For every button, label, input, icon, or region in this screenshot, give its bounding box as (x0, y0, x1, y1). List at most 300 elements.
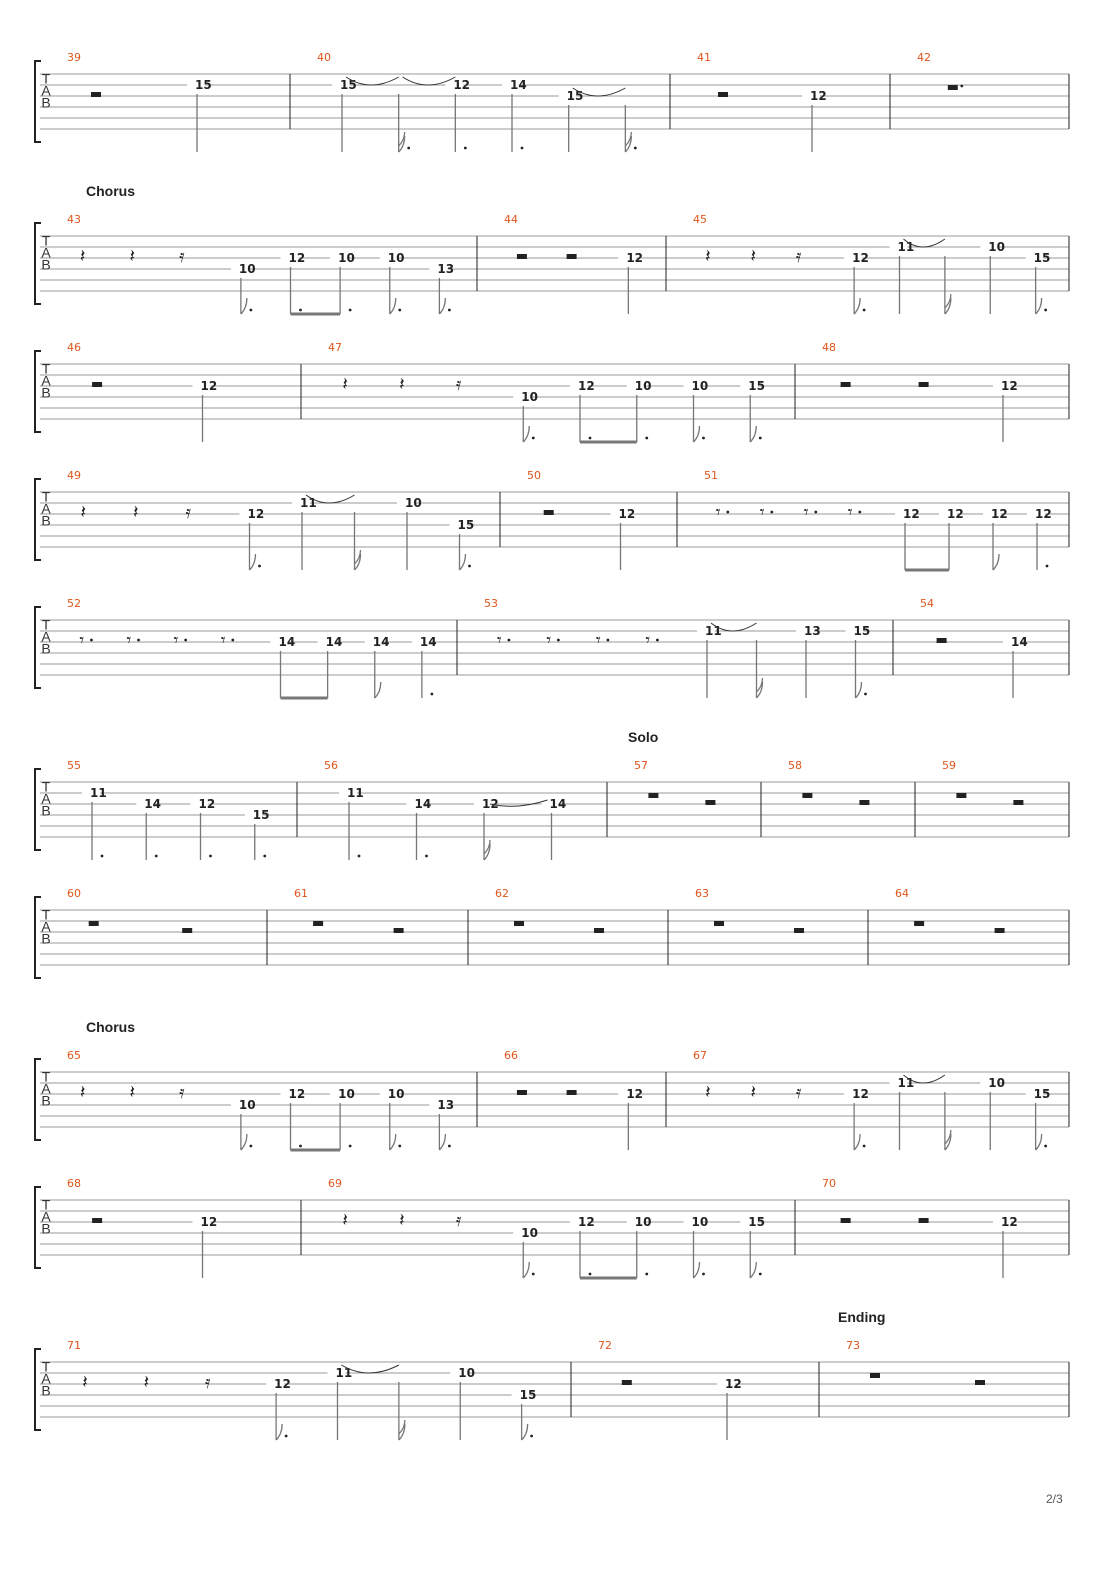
fret-number: 12 (626, 251, 644, 265)
half-rest (975, 1380, 985, 1385)
half-rest (859, 800, 869, 805)
tab-clef-letter: T (41, 1358, 51, 1375)
measure (67, 597, 437, 698)
tab-note (980, 240, 1005, 314)
tab-note (292, 496, 317, 570)
whole-rest (514, 921, 524, 926)
measure-number: 64 (895, 887, 909, 900)
system-bracket (35, 1187, 41, 1268)
note-dot (299, 309, 302, 312)
tab-note (512, 1388, 537, 1440)
tab-note (281, 1087, 306, 1150)
rest-block (1013, 800, 1023, 805)
fret-number: 12 (947, 507, 964, 521)
note-flag (694, 426, 700, 442)
quarter-rest: 𝄽 (133, 502, 139, 523)
tab-clef-letter: A (41, 918, 51, 935)
tab-note (846, 624, 871, 698)
quarter-rest: 𝄽 (399, 1210, 405, 1231)
fret-number: 15 (340, 78, 357, 92)
tab-note (328, 1366, 353, 1440)
fret-number: 14 (1011, 635, 1028, 649)
rest-dot (137, 639, 140, 642)
half-rest (995, 928, 1005, 933)
fret-number: 10 (338, 1087, 355, 1101)
measure-number: 66 (504, 1049, 518, 1062)
tab-note (266, 1377, 291, 1440)
tab-system (35, 469, 1069, 570)
half-rest (705, 800, 715, 805)
note-flag (460, 554, 466, 570)
sixteenth-rest: 𝄿 (455, 374, 462, 395)
fret-number: 12 (810, 89, 827, 103)
eighth-dot-rest: 𝄾 (220, 630, 226, 651)
fret-number: 14 (325, 635, 343, 649)
note-flag (854, 298, 860, 314)
tab-note (717, 1377, 742, 1440)
tab-clef-letter: B (41, 1220, 51, 1237)
tab-note (844, 251, 869, 314)
rest-dot (557, 639, 560, 642)
fret-number: 10 (387, 1087, 405, 1101)
note-dot (702, 1273, 705, 1276)
measure (67, 759, 269, 860)
note-dot (263, 855, 266, 858)
measure-number: 51 (704, 469, 718, 482)
tab-note (191, 797, 216, 860)
note-dot (285, 1435, 288, 1438)
note-flag (439, 298, 445, 314)
tab-clef-letter: T (41, 360, 51, 377)
rest-dot (960, 85, 963, 88)
quarter-rest: 𝄽 (705, 246, 711, 267)
fret-number: 10 (988, 240, 1005, 254)
tab-note (513, 390, 538, 442)
measure-number: 70 (822, 1177, 836, 1190)
tab-note (993, 379, 1018, 442)
tab-note (983, 507, 1008, 570)
measure (693, 213, 1050, 314)
tab-note (245, 808, 270, 860)
fret-number: 15 (252, 808, 270, 822)
rest-dot (656, 639, 659, 642)
fret-number: 12 (1001, 379, 1018, 393)
measure-number: 42 (917, 51, 931, 64)
tab-clef-letter: A (41, 82, 51, 99)
quarter-rest: 𝄽 (129, 1082, 136, 1103)
sixteenth-rest: 𝄿 (795, 1082, 802, 1103)
measure-number: 58 (788, 759, 802, 772)
fret-number: 10 (387, 251, 405, 265)
eighth-dot-rest: 𝄾 (173, 630, 179, 651)
fret-number: 12 (200, 1215, 218, 1229)
fret-number: 10 (238, 262, 256, 276)
rest-block (705, 800, 715, 805)
note-dot (532, 437, 535, 440)
fret-number: 11 (897, 1076, 915, 1090)
section-label: Ending (838, 1309, 886, 1325)
quarter-rest: 𝄽 (750, 246, 756, 267)
rest-block (802, 793, 812, 798)
half-rest (594, 928, 604, 933)
measure-number: 39 (67, 51, 81, 64)
note-dot (468, 565, 471, 568)
measure (67, 1049, 454, 1150)
dotted-whole-rest (948, 85, 963, 90)
measure (328, 1177, 765, 1278)
tab-system (35, 597, 1069, 698)
tab-clef-letter: B (41, 802, 51, 819)
quarter-rest: 𝄽 (143, 1372, 150, 1393)
tab-note (1026, 1087, 1051, 1150)
note-dot (448, 1145, 451, 1148)
measure-number: 45 (693, 213, 707, 226)
fret-number: 10 (405, 496, 422, 510)
rest-block (975, 1380, 985, 1385)
tab-clef-letter: A (41, 1080, 51, 1097)
rest-block (91, 92, 101, 97)
measure (598, 1339, 742, 1440)
half-rest (544, 510, 554, 515)
fret-number: 10 (691, 1215, 709, 1229)
sixteenth-rest: 𝄿 (795, 246, 802, 267)
sixteenth-rest: 𝄿 (455, 1210, 462, 1231)
fret-number: 15 (748, 1215, 765, 1229)
note-dot (589, 1273, 592, 1276)
half-rest (91, 92, 101, 97)
fret-number: 15 (1033, 251, 1051, 265)
fret-number: 12 (453, 78, 471, 92)
fret-number: 13 (437, 1098, 455, 1112)
tab-note (365, 635, 390, 698)
fret-number: 14 (372, 635, 390, 649)
tab-clef-letter: A (41, 372, 51, 389)
tab-note (271, 635, 296, 698)
rest-block (92, 382, 102, 387)
note-dot (349, 309, 352, 312)
tab-note (980, 1076, 1005, 1150)
eighth-dot-rest: 𝄾 (847, 502, 853, 523)
tab-note (193, 379, 218, 442)
fret-number: 11 (705, 624, 722, 638)
half-rest (718, 92, 728, 97)
note-dot (1044, 1145, 1047, 1148)
system-bracket (35, 61, 41, 142)
measure (504, 213, 643, 314)
tab-clef-letter: T (41, 70, 51, 87)
rest-dot (90, 639, 93, 642)
note-dot (249, 1145, 252, 1148)
note-flag (856, 682, 862, 698)
fret-number: 12 (578, 379, 595, 393)
fret-number: 15 (1033, 1087, 1051, 1101)
fret-number: 12 (852, 251, 869, 265)
fret-number: 15 (566, 89, 584, 103)
tab-note (380, 251, 405, 314)
whole-rest (914, 921, 924, 926)
note-flag (375, 682, 381, 698)
sixteenth-rest: 𝄿 (185, 502, 192, 523)
section-label: Solo (628, 729, 659, 745)
tab-system (35, 183, 1069, 314)
measure (917, 51, 963, 90)
measure-number: 53 (484, 597, 498, 610)
quarter-rest: 𝄽 (750, 1082, 756, 1103)
half-rest (567, 254, 577, 259)
note-dot (863, 1145, 866, 1148)
tab-clef-letter: T (41, 778, 51, 795)
note-dot (521, 147, 524, 150)
half-rest (517, 254, 527, 259)
rest-block (870, 1373, 880, 1378)
page-number: 2/3 (1046, 1492, 1063, 1506)
measure-number: 54 (920, 597, 934, 610)
half-rest (622, 1380, 632, 1385)
system-bracket (35, 1059, 41, 1140)
note-flag (750, 426, 756, 442)
note-flag (439, 1134, 445, 1150)
note-dot (430, 693, 433, 696)
measure-number: 73 (846, 1339, 860, 1352)
half-rest (937, 638, 947, 643)
half-rest (919, 1218, 929, 1223)
half-rest (394, 928, 404, 933)
fret-number: 12 (578, 1215, 595, 1229)
fret-number: 11 (300, 496, 317, 510)
eighth-dot-rest: 𝄾 (546, 630, 552, 651)
note-flag (854, 1134, 860, 1150)
half-rest (919, 382, 929, 387)
fret-number: 12 (288, 251, 306, 265)
measure (67, 469, 474, 570)
measure-number: 55 (67, 759, 81, 772)
tab-note (136, 797, 161, 860)
eighth-dot-rest: 𝄾 (126, 630, 132, 651)
quarter-rest: 𝄽 (79, 1082, 86, 1103)
note-flag (522, 1424, 528, 1440)
note-dot (532, 1273, 535, 1276)
rest-block (517, 1090, 527, 1095)
note-flag (993, 554, 999, 570)
measure (328, 341, 765, 442)
tab-system (35, 1177, 1069, 1278)
whole-rest (89, 921, 99, 926)
quarter-rest: 𝄽 (82, 1372, 88, 1393)
note-dot (349, 1145, 352, 1148)
tab-note (740, 1215, 765, 1278)
tab-note (397, 496, 422, 570)
rest-block (182, 928, 192, 933)
quarter-rest: 𝄽 (79, 246, 86, 267)
whole-rest (802, 793, 812, 798)
eighth-dot-rest: 𝄾 (595, 630, 601, 651)
rest-block (567, 254, 577, 259)
measure-number: 41 (697, 51, 711, 64)
note-flag (694, 1262, 700, 1278)
eighth-dot-rest: 𝄾 (759, 502, 765, 523)
note-flag (750, 1262, 756, 1278)
note-dot (398, 1145, 401, 1148)
fret-number: 12 (991, 507, 1008, 521)
rest-dot (231, 639, 234, 642)
note-dot (464, 147, 467, 150)
measure (324, 759, 566, 860)
quarter-rest: 𝄽 (80, 502, 87, 523)
measure (504, 1049, 643, 1150)
fret-number: 15 (519, 1388, 537, 1402)
rest-block (995, 928, 1005, 933)
note-dot (358, 855, 361, 858)
fret-number: 12 (618, 507, 636, 521)
note-dot (759, 1273, 762, 1276)
note-flag (523, 426, 529, 442)
system-bracket (35, 607, 41, 688)
tab-note (611, 507, 636, 570)
measure (527, 469, 635, 570)
eighth-dot-rest: 𝄾 (715, 502, 721, 523)
measure-number: 61 (294, 887, 308, 900)
fret-number: 12 (1035, 507, 1052, 521)
section-label: Chorus (86, 1019, 135, 1035)
tab-note (513, 1226, 538, 1278)
rest-block (841, 382, 851, 387)
fret-number: 14 (510, 78, 527, 92)
note-dot (101, 855, 104, 858)
fret-number: 15 (457, 518, 475, 532)
tab-note (890, 1076, 915, 1150)
fret-number: 13 (804, 624, 821, 638)
fret-number: 11 (335, 1366, 353, 1380)
tab-note (429, 1098, 454, 1150)
tab-note (1026, 251, 1051, 314)
measure (67, 341, 217, 442)
measure (704, 469, 1052, 570)
note-dot (634, 147, 637, 150)
measure-number: 49 (67, 469, 81, 482)
tab-note (559, 89, 584, 152)
tab-clef-letter: B (41, 512, 51, 529)
rest-dot (184, 639, 187, 642)
tab-note (474, 797, 499, 860)
measure (920, 597, 1028, 698)
tab-clef-letter: A (41, 790, 51, 807)
fret-number: 13 (437, 262, 455, 276)
tab-system (35, 1309, 1069, 1440)
tab-system (35, 887, 1069, 978)
fret-number: 10 (521, 390, 538, 404)
tab-clef-letter: B (41, 384, 51, 401)
rest-block (313, 921, 323, 926)
fret-number: 12 (1001, 1215, 1018, 1229)
note-flag (390, 1134, 396, 1150)
note-flag (1036, 298, 1042, 314)
fret-number: 12 (852, 1087, 869, 1101)
rest-dot (508, 639, 511, 642)
rest-block (914, 921, 924, 926)
system-bracket (35, 351, 41, 432)
rest-dot (770, 511, 773, 514)
measure-number: 65 (67, 1049, 81, 1062)
rest-block (948, 85, 958, 90)
rest-block (937, 638, 947, 643)
whole-rest (714, 921, 724, 926)
note-flag (241, 1134, 247, 1150)
system-bracket (35, 769, 41, 850)
note-flag (1036, 1134, 1042, 1150)
fret-number: 11 (90, 786, 107, 800)
note-dot (589, 437, 592, 440)
note-flag (250, 554, 256, 570)
quarter-rest: 𝄽 (705, 1082, 711, 1103)
tab-note (993, 1215, 1018, 1278)
tab-note (240, 507, 265, 570)
tab-note (339, 786, 364, 860)
tab-note (231, 262, 256, 314)
quarter-rest: 𝄽 (342, 374, 348, 395)
tab-note (740, 379, 765, 442)
quarter-rest: 𝄽 (129, 246, 136, 267)
measure (67, 1339, 536, 1440)
tab-clef-letter: T (41, 232, 51, 249)
rest-block (89, 921, 99, 926)
tab-note (684, 379, 709, 442)
quarter-rest: 𝄽 (342, 1210, 348, 1231)
tab-clef-letter: T (41, 1068, 51, 1085)
fret-number: 12 (725, 1377, 742, 1391)
section-label: Chorus (86, 183, 135, 199)
rest-block (919, 382, 929, 387)
fret-number: 15 (748, 379, 765, 393)
fret-number: 12 (274, 1377, 291, 1391)
fret-number: 14 (278, 635, 296, 649)
rest-block (394, 928, 404, 933)
tab-note (844, 1087, 869, 1150)
sixteenth-rest: 𝄿 (179, 246, 185, 267)
fret-number: 10 (458, 1366, 475, 1380)
tab-clef-letter: T (41, 1196, 51, 1213)
eighth-dot-rest: 𝄾 (79, 630, 85, 651)
fret-number: 14 (144, 797, 161, 811)
measure (317, 51, 637, 152)
note-dot (645, 1273, 648, 1276)
fret-number: 10 (238, 1098, 256, 1112)
half-rest (182, 928, 192, 933)
tab-note (1003, 635, 1028, 698)
half-rest (92, 1218, 102, 1223)
measure (693, 1049, 1050, 1150)
fret-number: 15 (853, 624, 871, 638)
system-bracket (35, 479, 41, 560)
measure-number: 57 (634, 759, 648, 772)
fret-number: 12 (903, 507, 920, 521)
fret-number: 10 (634, 379, 652, 393)
measure-number: 43 (67, 213, 81, 226)
note-flag (523, 1262, 529, 1278)
system-bracket (35, 897, 41, 978)
half-rest (841, 1218, 851, 1223)
measure-number: 67 (693, 1049, 707, 1062)
fret-number: 11 (347, 786, 364, 800)
measure-number: 52 (67, 597, 81, 610)
tab-note (502, 78, 527, 152)
half-rest (794, 928, 804, 933)
fret-number: 10 (634, 1215, 652, 1229)
fret-number: 11 (897, 240, 915, 254)
tab-note (697, 624, 722, 698)
measure (697, 51, 827, 152)
tab-note (1027, 507, 1052, 570)
fret-number: 12 (626, 1087, 644, 1101)
